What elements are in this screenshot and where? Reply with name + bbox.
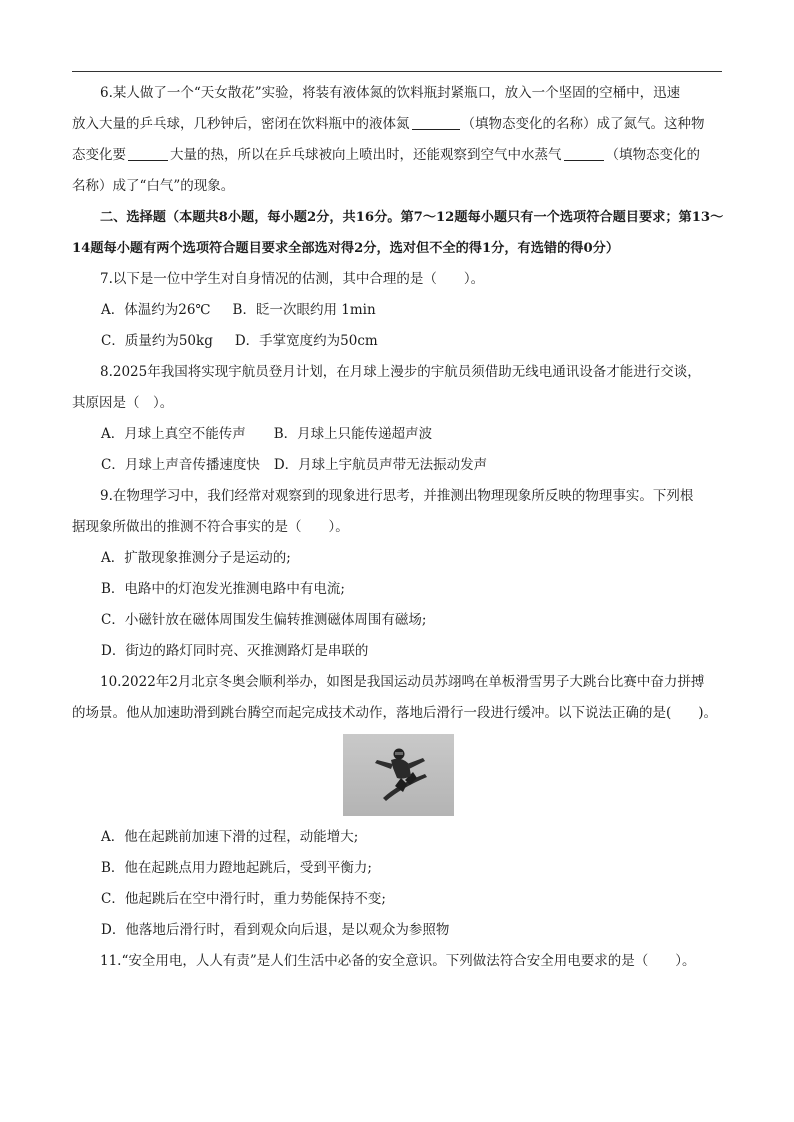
q6-line-1: 6.某人做了一个“天女散花”实验，将装有液体氮的饮料瓶封紧瓶口，放入一个坚固的空桶中，迅速 [100, 85, 681, 101]
page-content [72, 78, 724, 977]
q10-option-d[interactable]: D．他落地后滑行时，看到观众向后退，是以观众为参照物 [101, 922, 450, 938]
q6-text-2a: 放入大量的乒乓球，几秒钟后，密闭在饮料瓶中的液体氮 [72, 116, 410, 132]
q10-option-c[interactable]: C．他起跳后在空中滑行时，重力势能保持不变; [101, 891, 386, 907]
snowboarder-photo [343, 734, 454, 816]
q7-options-row-2 [72, 326, 724, 357]
snowboarder-figure [343, 734, 454, 816]
question-11 [72, 946, 724, 977]
question-10 [72, 667, 724, 946]
q6-text-3c: （填物态变化的 [605, 147, 700, 163]
q10-line-1: 10.2022年2月北京冬奥会顺利举办，如图是我国运动员苏翊鸣在单板滑雪男子大跳台比赛中奋力拼搏 [100, 674, 705, 690]
question-9 [72, 481, 724, 667]
q7-option-b[interactable]: B．眨一次眼约用 1min [232, 302, 376, 318]
q6-text-3a: 态变化要 [72, 147, 126, 163]
q6-text-3b: 大量的热，所以在乒乓球被向上喷出时，还能观察到空气中水蒸气 [170, 147, 562, 163]
q7-option-d[interactable]: D．手掌宽度约为50cm [234, 333, 378, 349]
q8-line-2: 其原因是（ ）。 [72, 395, 174, 411]
q8-option-c[interactable]: C．月球上声音传播速度快 [101, 457, 260, 473]
q7-stem: 7.以下是一位中学生对自身情况的估测，其中合理的是（ ）。 [100, 271, 485, 287]
q9-option-b[interactable]: B．电路中的灯泡发光推测电路中有电流; [101, 581, 345, 597]
q10-option-b[interactable]: B．他在起跳点用力蹬地起跳后，受到平衡力; [101, 860, 372, 876]
q9-line-2: 据现象所做出的推测不符合事实的是（ ）。 [72, 519, 349, 535]
q9-line-1: 9.在物理学习中，我们经常对观察到的现象进行思考，并推测出物理现象所反映的物理事实。下列根 [100, 488, 694, 504]
q6-line-4: 名称）成了“白气”的现象。 [72, 178, 235, 194]
q6-line-2 [72, 109, 724, 140]
q6-blank-3[interactable] [564, 146, 604, 161]
header-rule [72, 71, 722, 72]
section-2-line-2: 14题每小题有两个选项符合题目要求全部选对得2分，选对但不全的得1分，有选错的得0分） [72, 241, 620, 256]
q6-line-3 [72, 140, 724, 171]
q8-options-row-2 [72, 450, 724, 481]
q8-option-d[interactable]: D．月球上宇航员声带无法振动发声 [273, 457, 488, 473]
question-7 [72, 264, 724, 357]
q7-option-c[interactable]: C．质量约为50kg [101, 333, 213, 349]
q8-option-a[interactable]: A．月球上真空不能传声 [101, 426, 246, 442]
q8-options-row-1 [72, 419, 724, 450]
q9-option-c[interactable]: C．小磁针放在磁体周围发生偏转推测磁体周围有磁场; [101, 612, 427, 628]
q7-option-a[interactable]: A．体温约为26℃ [101, 302, 211, 318]
q9-option-a[interactable]: A．扩散现象推测分子是运动的; [101, 550, 291, 566]
q6-blank-1[interactable] [412, 115, 460, 130]
q8-option-b[interactable]: B．月球上只能传递超声波 [273, 426, 433, 442]
q9-option-d[interactable]: D．街边的路灯同时亮、灭推测路灯是串联的 [101, 643, 369, 659]
q10-option-a[interactable]: A．他在起跳前加速下滑的过程，动能增大; [101, 829, 359, 845]
q6-text-2b: （填物态变化的名称）成了氮气。这种物 [461, 116, 705, 132]
q10-line-2: 的场景。他从加速助滑到跳台腾空而起完成技术动作，落地后滑行一段进行缓冲。以下说法正确的是( )。 [72, 705, 718, 721]
q6-blank-2[interactable] [128, 146, 168, 161]
question-6 [72, 78, 724, 202]
q11-stem: 11.“安全用电，人人有责”是人们生活中必备的安全意识。下列做法符合安全用电要求的是（ ）。 [100, 953, 696, 969]
q8-line-1: 8.2025年我国将实现宇航员登月计划，在月球上漫步的宇航员须借助无线电通讯设备才能进行交谈， [100, 364, 701, 380]
question-8 [72, 357, 724, 481]
section-2-line-1: 二、选择题（本题共8小题，每小题2分，共16分。第7～12题每小题只有一个选项符合题目要求；第13～ [100, 210, 724, 225]
q7-options-row-1 [72, 295, 724, 326]
section-2-heading [72, 202, 724, 264]
